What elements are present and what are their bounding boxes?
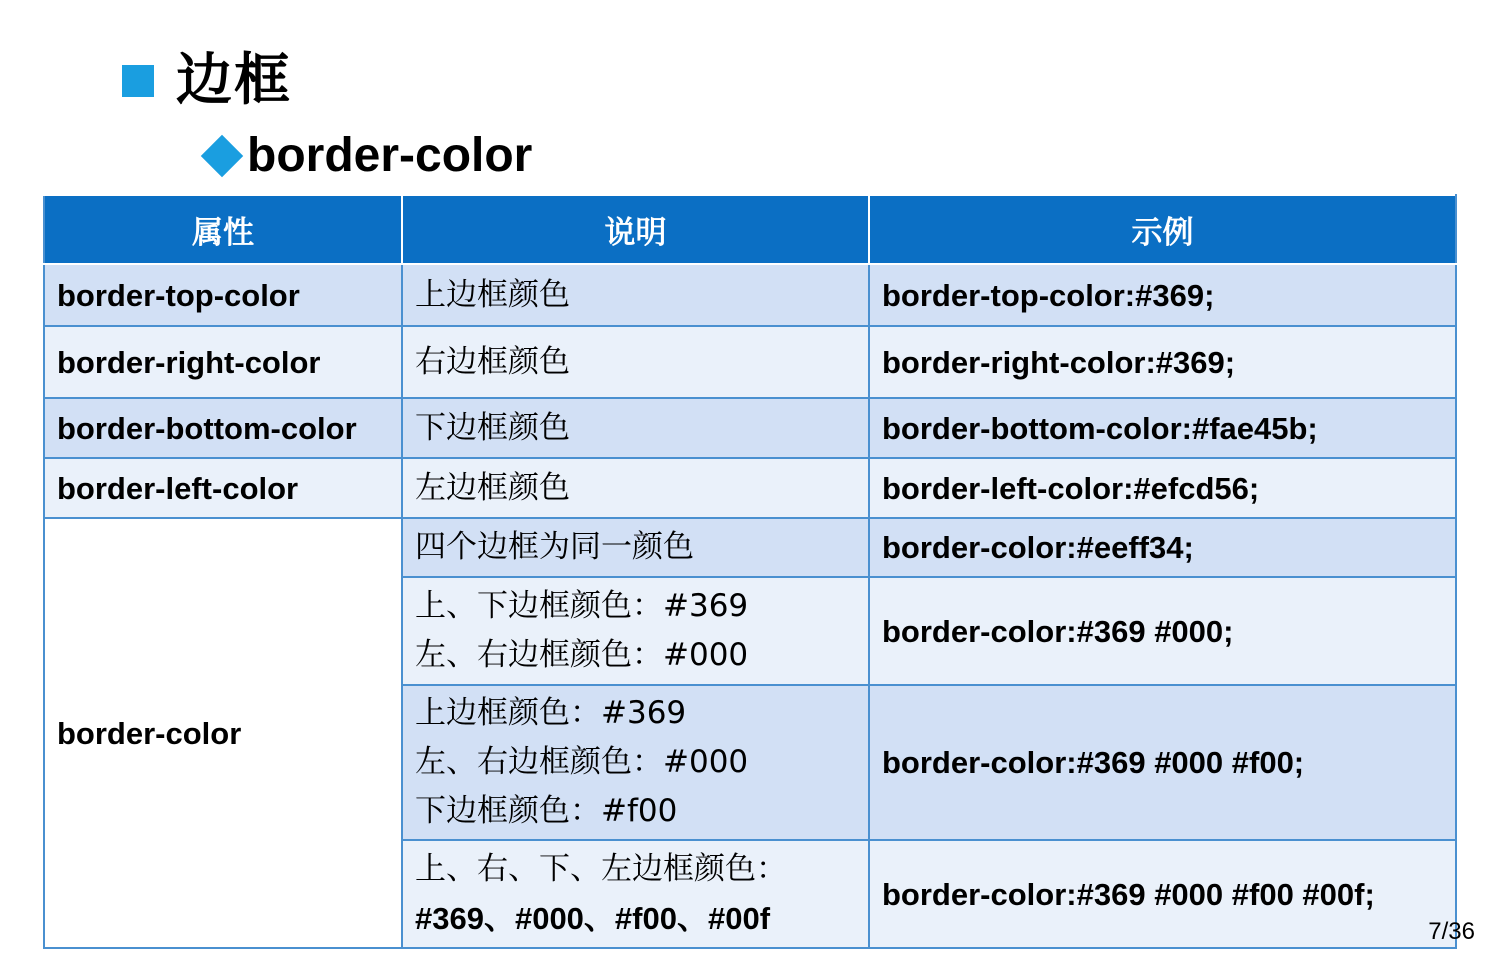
table-row (44, 518, 1456, 577)
example-cell: border-left-color:#efcd56; (869, 458, 1456, 518)
table-row (44, 326, 1456, 398)
example-cell: border-color:#eeff34; (869, 518, 1456, 577)
slide-subheading (200, 128, 532, 184)
example-cell: border-right-color:#369; (869, 326, 1456, 398)
description-cell: 右边框颜色 (402, 326, 869, 398)
example-cell: border-color:#369 #000 #f00; (869, 685, 1456, 840)
description-cell (402, 577, 869, 685)
description-line: 上边框颜色：#369 (415, 695, 687, 731)
header-description: 说明 (402, 195, 869, 264)
diamond-bullet-icon (201, 135, 243, 177)
description-cell: 上边框颜色 (402, 264, 869, 326)
header-property: 属性 (44, 195, 402, 264)
page-number: 7/36 (1428, 918, 1475, 945)
square-bullet-icon (122, 65, 154, 97)
property-cell: border-color (44, 518, 402, 948)
description-line: 左、右边框颜色：#000 (415, 744, 749, 780)
example-cell: border-bottom-color:#fae45b; (869, 398, 1456, 458)
description-line: 下边框颜色：#f00 (415, 793, 678, 829)
table-row (44, 264, 1456, 326)
table-row (44, 398, 1456, 458)
table-row (44, 458, 1456, 518)
property-cell: border-right-color (44, 326, 402, 398)
description-line: 左、右边框颜色：#000 (415, 637, 749, 673)
border-color-table (43, 194, 1457, 949)
description-cell: 四个边框为同一颜色 (402, 518, 869, 577)
property-cell: border-top-color (44, 264, 402, 326)
description-line: #369、#000、#f00、#00f (415, 901, 771, 936)
header-example: 示例 (869, 195, 1456, 264)
example-cell: border-color:#369 #000; (869, 577, 1456, 685)
description-line: 上、右、下、左边框颜色： (415, 851, 787, 887)
property-cell: border-left-color (44, 458, 402, 518)
description-cell: 下边框颜色 (402, 398, 869, 458)
slide-title: 边框 (176, 48, 292, 113)
property-cell: border-bottom-color (44, 398, 402, 458)
slide-heading (122, 46, 292, 116)
description-line: 上、下边框颜色：#369 (415, 588, 749, 624)
description-cell (402, 685, 869, 840)
example-cell: border-color:#369 #000 #f00 #00f; (869, 840, 1456, 948)
table-header-row (44, 195, 1456, 264)
slide-subtitle: border-color (247, 129, 533, 182)
description-cell (402, 840, 869, 948)
example-cell: border-top-color:#369; (869, 264, 1456, 326)
description-cell: 左边框颜色 (402, 458, 869, 518)
